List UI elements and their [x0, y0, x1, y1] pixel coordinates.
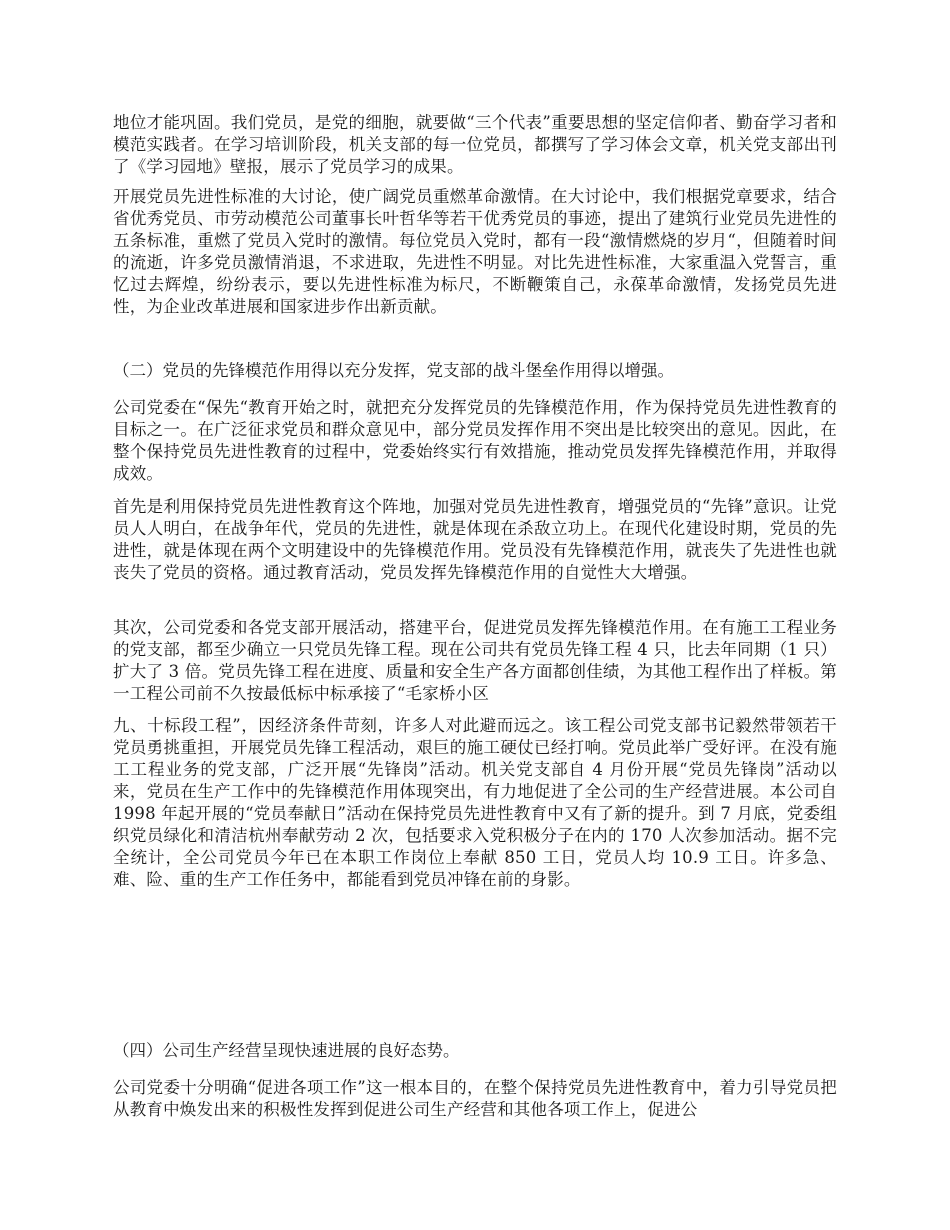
paragraph-vanguard-posts: 九、十标段工程”，因经济条件苛刻，许多人对此避而远之。该工程公司党支部书记毅然带领若干党员勇挑重担，开展党员先锋工程活动，艰巨的施工硬仗已经打响。党员此举广受好评。在没有施工工程业务的党支部，广泛开展“先锋岗”活动。机关党支部自 4 月份开展“党员先锋岗”活动以来，党员在生产工作中的先锋模范作用体现突出，有力地促进了全公司的生产经营进展。本公司自 1998 年起开展的“党员奉献日”活动在保持党员先进性教育中又有了新的提升。到 7 月底，党委组织党员绿化和清洁杭州奉献劳动 2 次，包括要求入党积极分子在内的 170 人次参加活动。据不完全统计，全公司党员今年已在本职工作岗位上奉献 850 工日，党员人均 10.9 工日。许多急、难、险、重的生产工作任务中，都能看到党员冲锋在前的身影。: [113, 716, 837, 889]
section-heading-two: （二）党员的先锋模范作用得以充分发挥，党支部的战斗堡垒作用得以增强。: [113, 361, 674, 380]
paragraph-vanguard-goal: 公司党委在“保先“教育开始之时，就把充分发挥党员的先锋模范作用，作为保持党员先进性教育的目标之一。在广泛征求党员和群众意见中，部分党员发挥作用不突出是比较突出的意见。因此，在整个保持党员先进性教育的过程中，党委始终实行有效措施，推动党员发挥先锋模范作用，并取得成效。: [113, 398, 837, 483]
paragraph-standards-discussion: 开展党员先进性标准的大讨论，使广阔党员重燃革命激情。在大讨论中，我们根据党章要求，结合省优秀党员、市劳动模范公司董事长叶哲华等若干优秀党员的事迹，提出了建筑行业党员先进性的五条标准，重燃了党员入党时的激情。每位党员入党时，都有一段“激情燃烧的岁月“，但随着时间的流逝，许多党员激情消退，不求进取，先进性不明显。对比先进性标准，大家重温入党誓言，重忆过去辉煌，纷纷表示，要以先进性标准为标尺，不断鞭策自己，永葆革命激情，发扬党员先进性，为企业改革进展和国家进步作出新贡献。: [113, 187, 837, 316]
paragraph-vanguard-projects: 其次，公司党委和各党支部开展活动，搭建平台，促进党员发挥先锋模范作用。在有施工工程业务的党支部，都至少确立一只党员先锋工程。现在公司共有党员先锋工程 4 只，比去年同期（1 只）扩大了 3 倍。党员先锋工程在进度、质量和安全生产各方面都创佳绩，为其他工程作出了样板。第一工程公司前不久按最低标中标承接了“毛家桥小区: [113, 618, 837, 703]
section-heading-four: （四）公司生产经营呈现快速进展的良好态势。: [113, 1041, 460, 1060]
paragraph-vanguard-awareness: 首先是利用保持党员先进性教育这个阵地，加强对党员先进性教育，增强党员的“先锋”意识。让党员人人明白，在战争年代，党员的先进性，就是体现在杀敌立功上。在现代化建设时期，党员的先进性，就是体现在两个文明建设中的先锋模范作用。党员没有先锋模范作用，就丧失了先进性也就丧失了党员的资格。通过教育活动，党员发挥先锋模范作用的自觉性大大增强。: [113, 497, 837, 582]
paragraph-production-progress: 公司党委十分明确“促进各项工作”这一根本目的，在整个保持党员先进性教育中，着力引导党员把从教育中焕发出来的积极性发挥到促进公司生产经营和其他各项工作上，促进公: [113, 1078, 837, 1119]
paragraph-study-results: 地位才能巩固。我们党员，是党的细胞，就要做“三个代表”重要思想的坚定信仰者、勤奋学习者和模范实践者。在学习培训阶段，机关支部的每一位党员，都撰写了学习体会文章，机关党支部出刊了《学习园地》壁报，展示了党员学习的成果。: [113, 113, 837, 176]
